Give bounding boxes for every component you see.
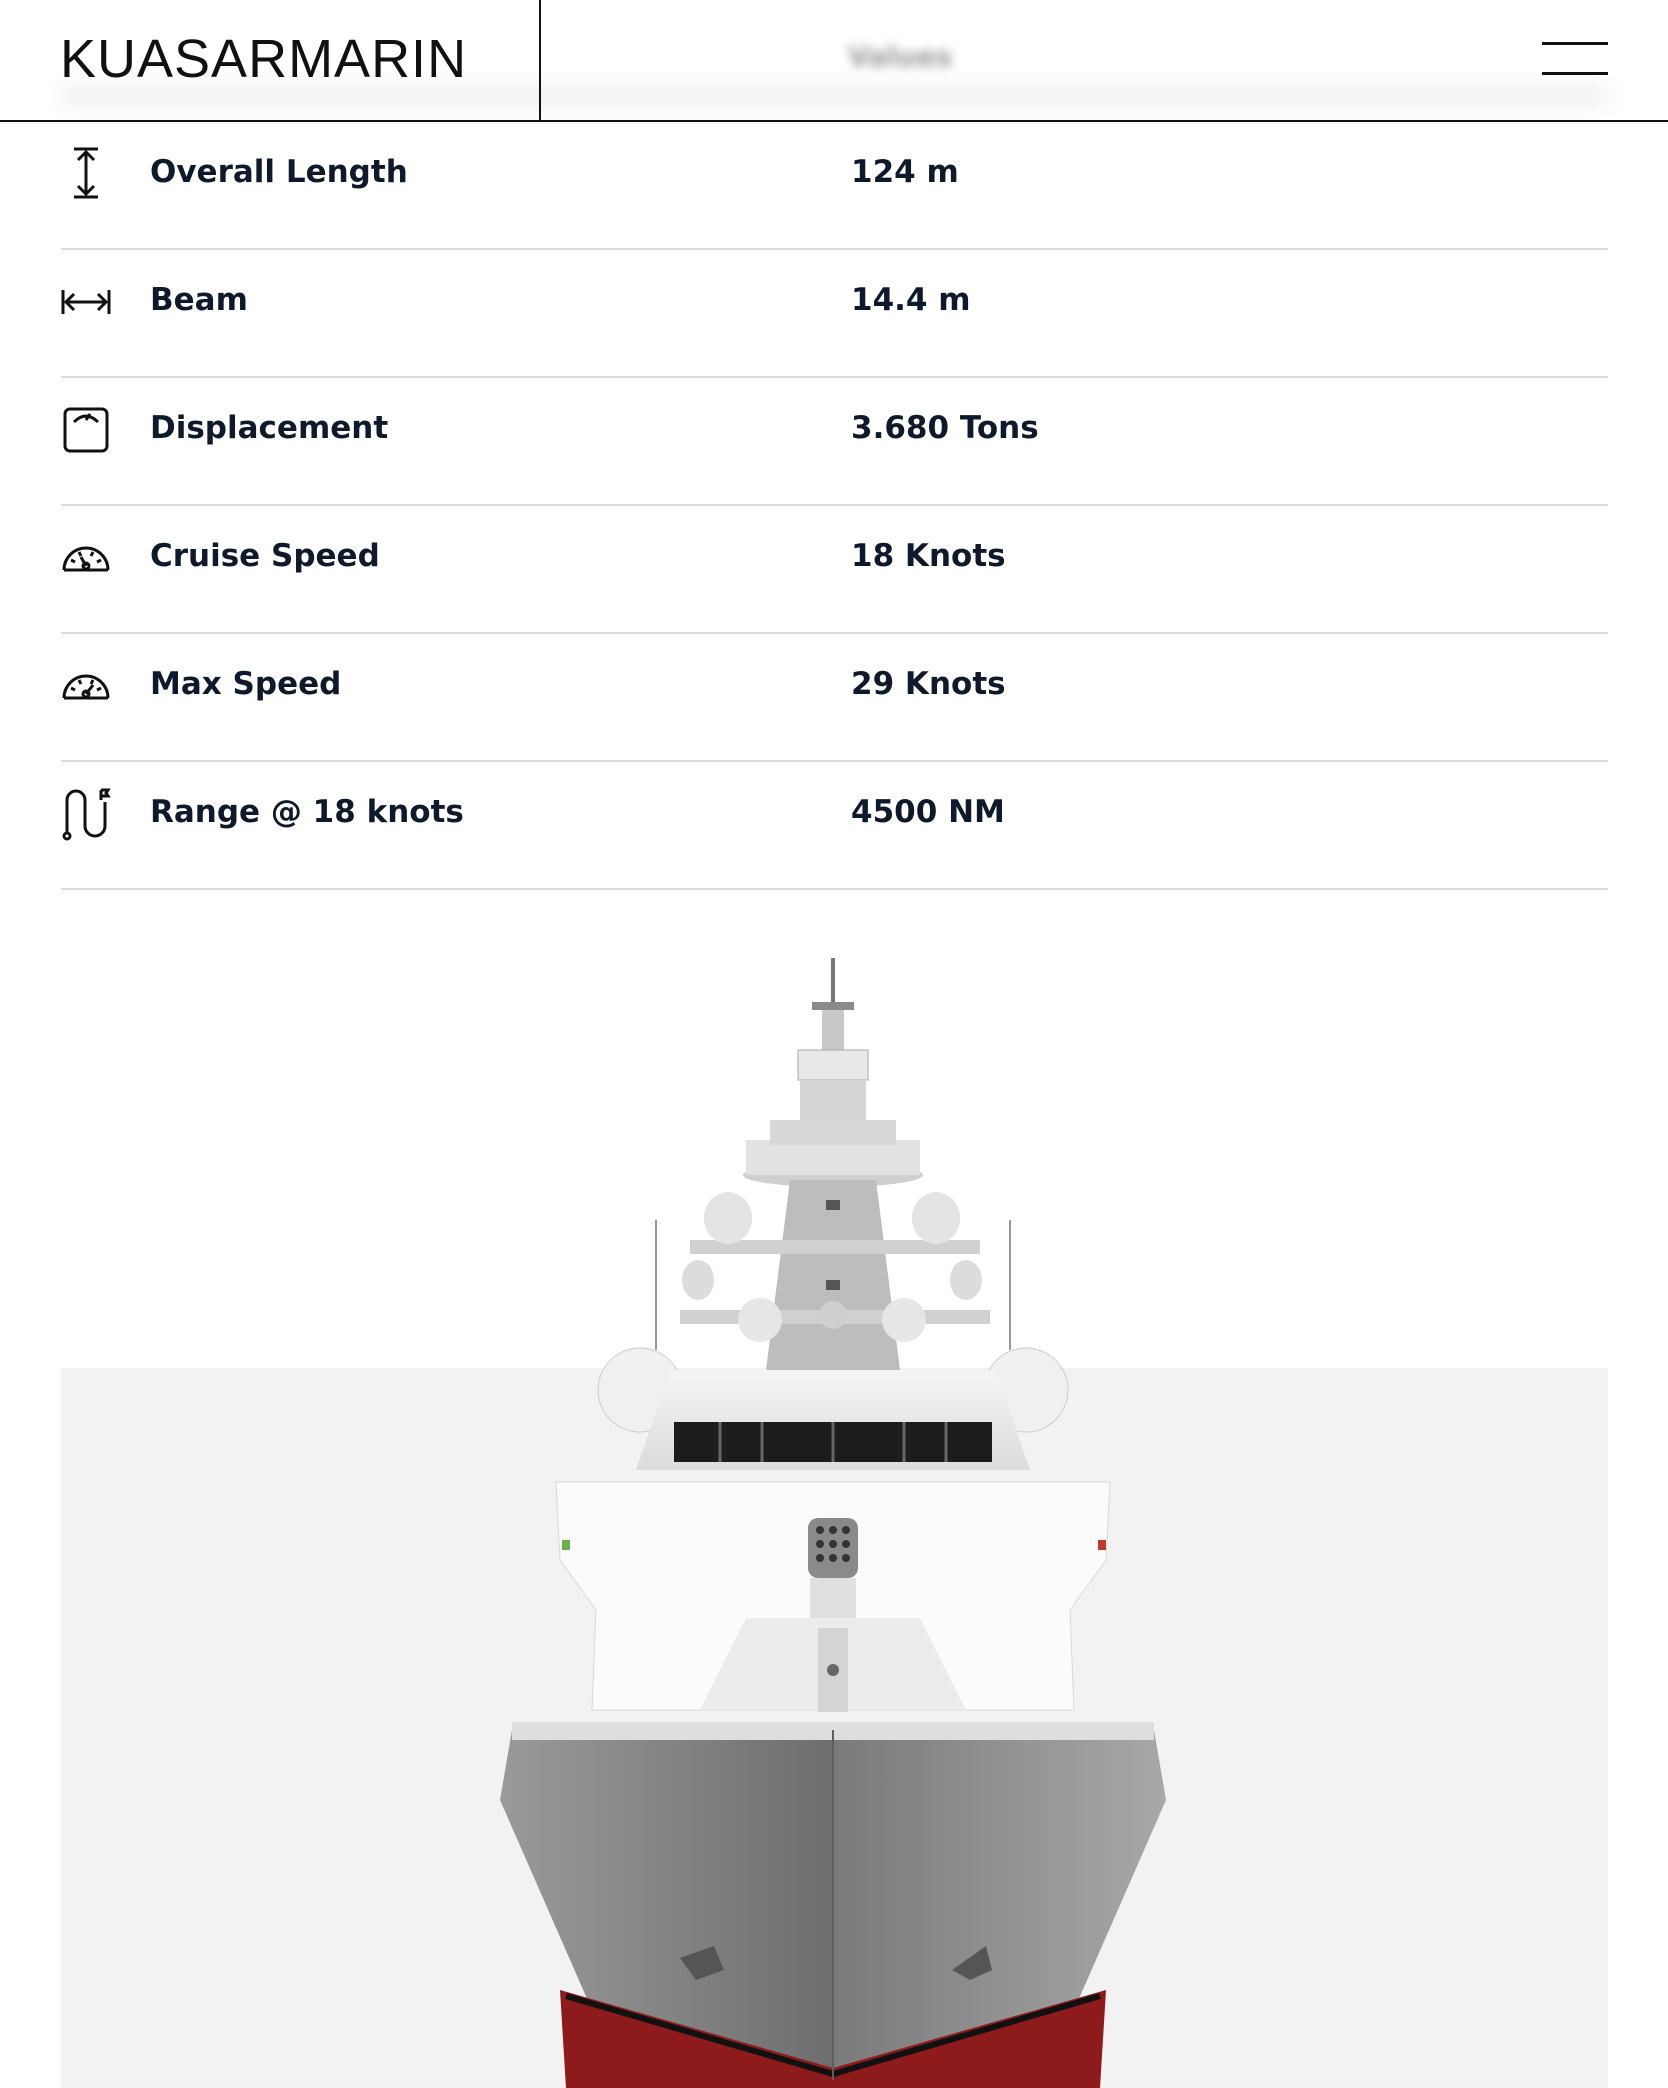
logo[interactable]: KUASARMARIN	[60, 29, 468, 89]
vertical-length-icon	[61, 146, 111, 202]
speedometer-icon	[61, 530, 111, 586]
spec-row-range	[61, 762, 1608, 890]
header-center-text: Values	[848, 40, 953, 73]
header-shadow	[60, 88, 1608, 104]
spec-row-beam	[61, 250, 1608, 378]
speedometer-icon	[61, 658, 111, 714]
route-icon	[61, 786, 111, 842]
scale-icon	[61, 402, 111, 458]
spec-label: Max Speed	[150, 666, 342, 702]
spec-value: 29 Knots	[851, 666, 1006, 702]
specs-list	[61, 122, 1608, 890]
spec-label: Displacement	[150, 410, 389, 446]
spec-label: Beam	[150, 282, 248, 318]
spec-row-displacement	[61, 378, 1608, 506]
spec-row-cruise-speed	[61, 506, 1608, 634]
site-header	[0, 0, 1668, 122]
spec-value: 14.4 m	[851, 282, 971, 318]
spec-row-overall-length	[61, 122, 1608, 250]
spec-label: Overall Length	[150, 154, 408, 190]
spec-value: 18 Knots	[851, 538, 1006, 574]
menu-line-top	[1542, 42, 1608, 45]
spec-label: Cruise Speed	[150, 538, 380, 574]
spec-value: 124 m	[851, 154, 959, 190]
horizontal-width-icon	[61, 274, 111, 330]
menu-line-bottom	[1542, 72, 1608, 75]
spec-value: 4500 NM	[851, 794, 1005, 830]
ship-front-view-image	[500, 950, 1180, 2088]
spec-row-max-speed	[61, 634, 1608, 762]
spec-value: 3.680 Tons	[851, 410, 1039, 446]
menu-button[interactable]	[1542, 38, 1608, 78]
spec-label: Range @ 18 knots	[150, 794, 464, 830]
